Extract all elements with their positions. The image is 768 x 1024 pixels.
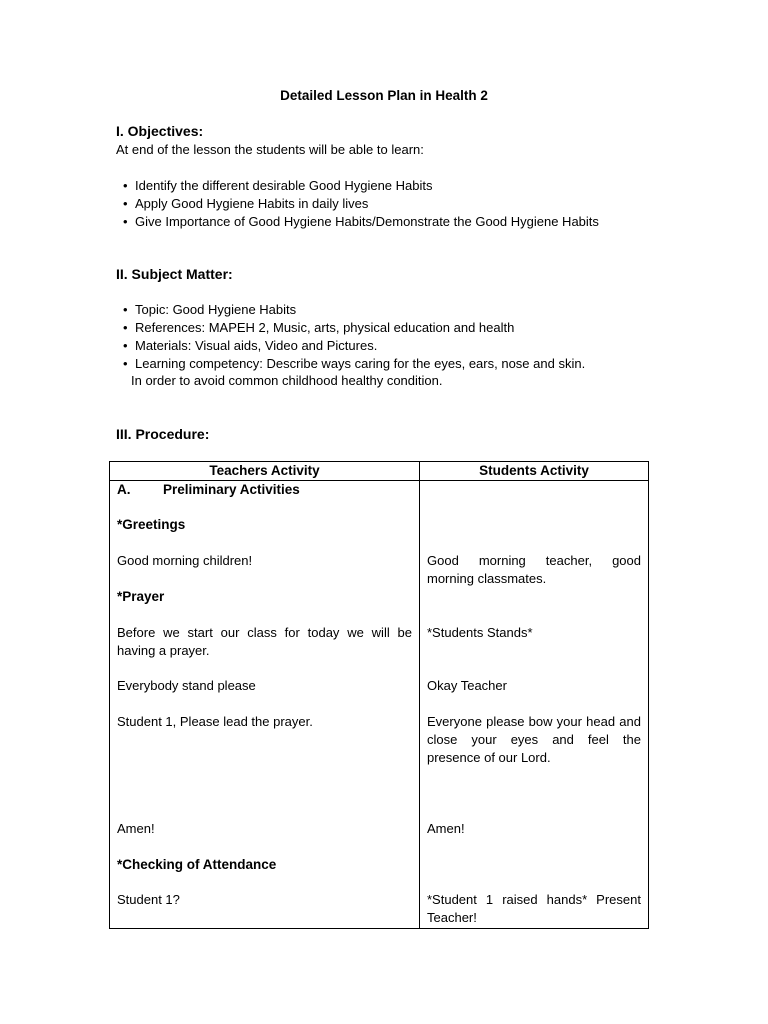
student-prayer: Everyone please bow your head and close your eyes and feel the presence of our Lord. <box>427 714 641 765</box>
procedure-table <box>109 461 649 929</box>
student-column-header: Students Activity <box>420 462 649 481</box>
attendance-heading: *Checking of Attendance <box>117 857 277 872</box>
greetings-heading: *Greetings <box>117 517 186 532</box>
teacher-column-header: Teachers Activity <box>110 462 420 481</box>
list-item: • References: MAPEH 2, Music, arts, physical education and health <box>123 320 515 335</box>
table-header-row <box>110 462 649 481</box>
subject-matter-continuation: In order to avoid common childhood healthy condition. <box>131 373 443 388</box>
list-item: • Give Importance of Good Hygiene Habits/Demonstrate the Good Hygiene Habits <box>123 214 599 229</box>
teacher-activity-cell <box>110 481 420 929</box>
teacher-prayer-intro: Before we start our class for today we will be having a prayer. <box>117 625 412 658</box>
teacher-amen: Amen! <box>117 821 155 836</box>
teacher-greeting: Good morning children! <box>117 553 253 568</box>
student-amen: Amen! <box>427 821 465 836</box>
list-item: • Identify the different desirable Good Hygiene Habits <box>123 178 433 193</box>
objectives-list <box>123 177 599 231</box>
student-activity-cell <box>420 481 649 929</box>
student-okay: Okay Teacher <box>427 678 507 693</box>
prayer-heading: *Prayer <box>117 589 165 604</box>
subject-matter-list <box>123 301 585 373</box>
list-item: • Topic: Good Hygiene Habits <box>123 302 297 317</box>
teacher-stand: Everybody stand please <box>117 678 256 693</box>
procedure-heading: III. Procedure: <box>116 426 210 442</box>
list-item: • Materials: Visual aids, Video and Pictures. <box>123 338 378 353</box>
teacher-lead-prayer: Student 1, Please lead the prayer. <box>117 714 313 729</box>
student-stands: *Students Stands* <box>427 625 533 640</box>
subject-matter-heading: II. Subject Matter: <box>116 266 233 282</box>
teacher-student1: Student 1? <box>117 892 180 907</box>
list-item: • Learning competency: Describe ways caring for the eyes, ears, nose and skin. <box>123 356 586 371</box>
objectives-intro: At end of the lesson the students will be able to learn: <box>116 142 424 157</box>
document-title: Detailed Lesson Plan in Health 2 <box>280 88 488 103</box>
table-row <box>110 481 649 929</box>
list-item: • Apply Good Hygiene Habits in daily lives <box>123 196 369 211</box>
student-raised-hands: *Student 1 raised hands* Present Teacher! <box>427 892 641 925</box>
student-greeting: Good morning teacher, good morning classmates. <box>427 553 641 586</box>
objectives-heading: I. Objectives: <box>116 123 204 139</box>
section-title: A. Preliminary Activities <box>117 482 300 497</box>
